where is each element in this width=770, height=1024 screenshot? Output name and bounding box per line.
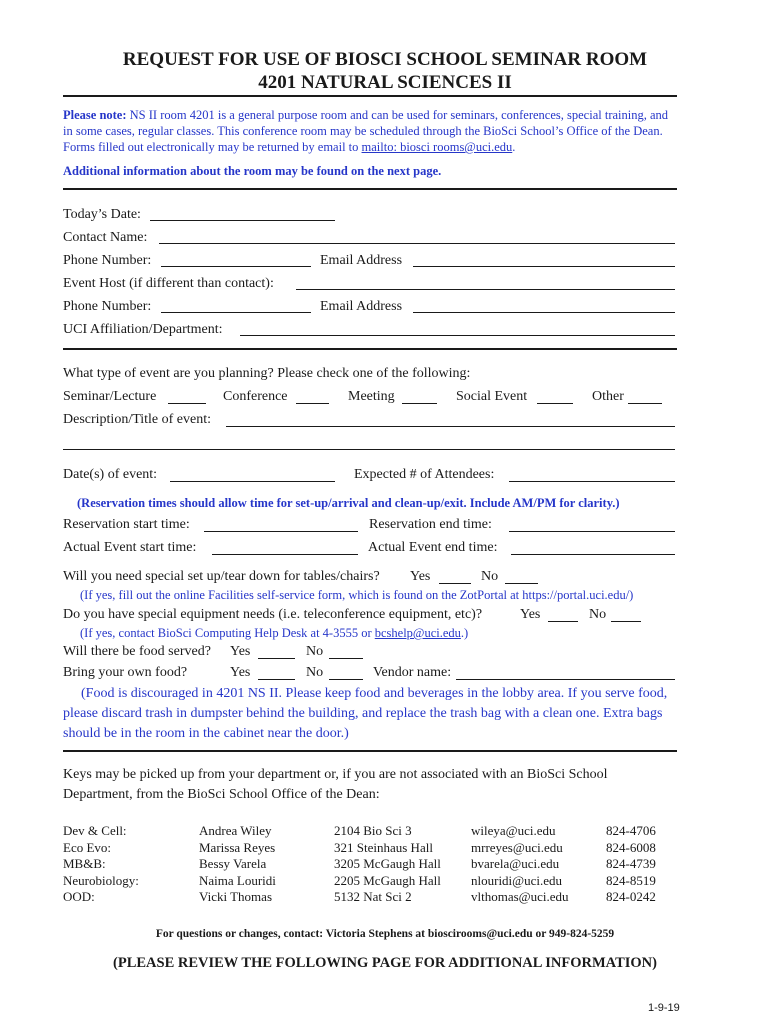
other-checkbox[interactable] (628, 403, 662, 404)
intro-note (63, 107, 677, 155)
questions-contact: For questions or changes, contact: Victoria Stephens at bioscirooms@uci.edu or 949-824-5259 (155, 928, 615, 940)
room-cell: 2205 McGaugh Hall (334, 872, 441, 888)
version-date: 1-9-19 (648, 1002, 680, 1014)
divider (63, 750, 677, 752)
dept-cell: Eco Evo: (63, 839, 112, 855)
setup-note: (If yes, fill out the online Facilities self-service form, which is found on the ZotPortal at https://portal.uci.edu/) (80, 588, 634, 602)
res-start-field[interactable] (204, 531, 358, 532)
description-field-line2[interactable] (63, 449, 675, 450)
act-start-field[interactable] (212, 554, 358, 555)
food-no-label: No (306, 644, 324, 659)
phone-field[interactable] (161, 266, 311, 267)
equipment-no-field[interactable] (611, 621, 641, 622)
page-title-line1: REQUEST FOR USE OF BIOSCI SCHOOL SEMINAR ROOM (122, 49, 648, 70)
type-seminar: Seminar/Lecture (63, 389, 157, 404)
setup-no-label: No (481, 569, 499, 584)
res-end-field[interactable] (509, 531, 675, 532)
own-food-yes-field[interactable] (258, 679, 295, 680)
setup-yes-field[interactable] (439, 583, 471, 584)
vendor-field[interactable] (456, 679, 675, 680)
bcshelp-link[interactable]: bcshelp@uci.edu (374, 626, 461, 640)
email-cell: nlouridi@uci.edu (471, 872, 563, 888)
equipment-note-b: .) (460, 626, 469, 640)
act-end-label: Actual Event end time: (368, 540, 498, 555)
phone-cell: 824-0242 (606, 889, 656, 904)
description-field[interactable] (226, 426, 675, 427)
description-label: Description/Title of event: (63, 412, 212, 427)
setup-yes-label: Yes (410, 569, 431, 584)
room-cell: 5132 Nat Sci 2 (334, 889, 412, 904)
setup-no-field[interactable] (505, 583, 538, 584)
affiliation-field[interactable] (240, 335, 675, 336)
food-row (63, 643, 677, 661)
conference-checkbox[interactable] (296, 403, 329, 404)
review-notice: (PLEASE REVIEW THE FOLLOWING PAGE FOR ADDITIONAL INFORMATION) (113, 955, 657, 971)
divider (63, 348, 677, 350)
email-label-2: Email Address (320, 299, 403, 314)
phone-cell: 824-8519 (606, 872, 656, 888)
equipment-note-a: (If yes, contact BioSci Computing Help Desk at 4-3555 or (80, 626, 375, 640)
todays-date-field[interactable] (150, 220, 335, 221)
email-cell: mrreyes@uci.edu (471, 839, 563, 855)
reservation-note: (Reservation times should allow time for set-up/arrival and clean-up/exit. Include AM/PM for clarity.) (77, 496, 620, 510)
name-cell: Marissa Reyes (199, 839, 276, 855)
type-social: Social Event (456, 389, 528, 404)
equipment-no-label: No (589, 607, 607, 622)
divider (63, 95, 677, 97)
seminar-checkbox[interactable] (168, 403, 206, 404)
attendees-field[interactable] (509, 481, 675, 482)
event-host-row (63, 275, 677, 293)
own-food-yes-label: Yes (230, 665, 251, 680)
name-cell: Bessy Varela (199, 856, 267, 871)
attendees-label: Expected # of Attendees: (354, 467, 495, 482)
equipment-question: Do you have special equipment needs (i.e. teleconference equipment, etc)? (63, 607, 483, 622)
equipment-yes-field[interactable] (548, 621, 578, 622)
food-yes-field[interactable] (258, 658, 295, 659)
name-cell: Andrea Wiley (199, 823, 272, 838)
todays-date-row (63, 206, 677, 224)
act-start-label: Actual Event start time: (63, 540, 197, 555)
event-host-label: Event Host (if different than contact): (63, 276, 274, 291)
name-cell: Vicki Thomas (199, 889, 272, 904)
email-field-2[interactable] (413, 312, 675, 313)
social-checkbox[interactable] (537, 403, 573, 404)
vendor-label: Vendor name: (373, 665, 452, 680)
dept-cell: Neurobiology: (63, 872, 139, 888)
setup-row (63, 568, 677, 586)
dept-cell: MB&B: (63, 856, 106, 871)
email-label: Email Address (320, 253, 403, 268)
email-field[interactable] (413, 266, 675, 267)
act-end-field[interactable] (511, 554, 675, 555)
note-label: Please note: (63, 108, 127, 122)
affiliation-label: UCI Affiliation/Department: (63, 322, 223, 337)
event-question: What type of event are you planning? Please check one of the following: (63, 366, 471, 381)
type-conference: Conference (223, 389, 288, 404)
res-end-label: Reservation end time: (369, 517, 492, 532)
room-cell: 2104 Bio Sci 3 (334, 823, 412, 838)
phone-field-2[interactable] (161, 312, 311, 313)
additional-info: Additional information about the room may be found on the next page. (63, 164, 442, 178)
equipment-row (63, 606, 677, 624)
phone-cell: 824-4706 (606, 823, 656, 838)
todays-date-label: Today’s Date: (63, 207, 141, 222)
type-other: Other (592, 389, 624, 404)
food-question: Will there be food served? (63, 644, 211, 659)
phone-cell: 824-4739 (606, 856, 656, 871)
food-yes-label: Yes (230, 644, 251, 659)
room-cell: 3205 McGaugh Hall (334, 856, 441, 871)
meeting-checkbox[interactable] (402, 403, 437, 404)
event-host-field[interactable] (296, 289, 675, 290)
equipment-note (80, 625, 694, 641)
name-cell: Naima Louridi (199, 872, 276, 888)
phone-row-2 (63, 298, 677, 316)
phone-cell: 824-6008 (606, 839, 656, 855)
dept-cell: OOD: (63, 889, 95, 904)
email-cell: bvarela@uci.edu (471, 856, 560, 871)
contact-name-row (63, 229, 677, 247)
equipment-yes-label: Yes (520, 607, 541, 622)
phone-label-2: Phone Number: (63, 299, 152, 314)
own-food-question: Bring your own food? (63, 665, 188, 680)
food-note: (Food is discouraged in 4201 NS II. Please keep food and beverages in the lobby area. If you serve food, please discard trash in dumpster behind the building, and replace the trash bag with a clean one. Extra bags should be in the room in the cabinet near the door.) (63, 686, 668, 741)
email-cell: wileya@uci.edu (471, 823, 556, 838)
own-food-no-label: No (306, 665, 324, 680)
food-no-field[interactable] (329, 658, 363, 659)
phone-row (63, 252, 677, 270)
page-title-line2: 4201 NATURAL SCIENCES II (258, 72, 512, 93)
setup-question: Will you need special set up/tear down for tables/chairs? (63, 569, 380, 584)
note-text: NS II room 4201 is a general purpose room and can be used for seminars, conferences, special training, and in some cases, regular classes. This conference room may be scheduled through the BioSci School’s Office of the Dean. Forms filled out electronically may be returned by email to (63, 108, 669, 154)
dept-cell: Dev & Cell: (63, 823, 127, 838)
dates-label: Date(s) of event: (63, 467, 158, 482)
divider (63, 188, 677, 190)
contact-name-label: Contact Name: (63, 230, 148, 245)
room-cell: 321 Steinhaus Hall (334, 839, 433, 855)
dates-field[interactable] (170, 481, 335, 482)
email-link[interactable]: mailto: biosci rooms@uci.edu (361, 140, 513, 154)
own-food-no-field[interactable] (329, 679, 363, 680)
phone-label: Phone Number: (63, 253, 152, 268)
res-start-label: Reservation start time: (63, 517, 190, 532)
contact-name-field[interactable] (159, 243, 675, 244)
affiliation-row (63, 321, 677, 339)
email-cell: vlthomas@uci.edu (471, 889, 569, 904)
keys-text: Keys may be picked up from your department or, if you are not associated with an BioSci School Department, from the BioSci School Office of the Dean: (63, 767, 608, 802)
note-end: . (512, 140, 516, 154)
type-meeting: Meeting (348, 389, 395, 404)
